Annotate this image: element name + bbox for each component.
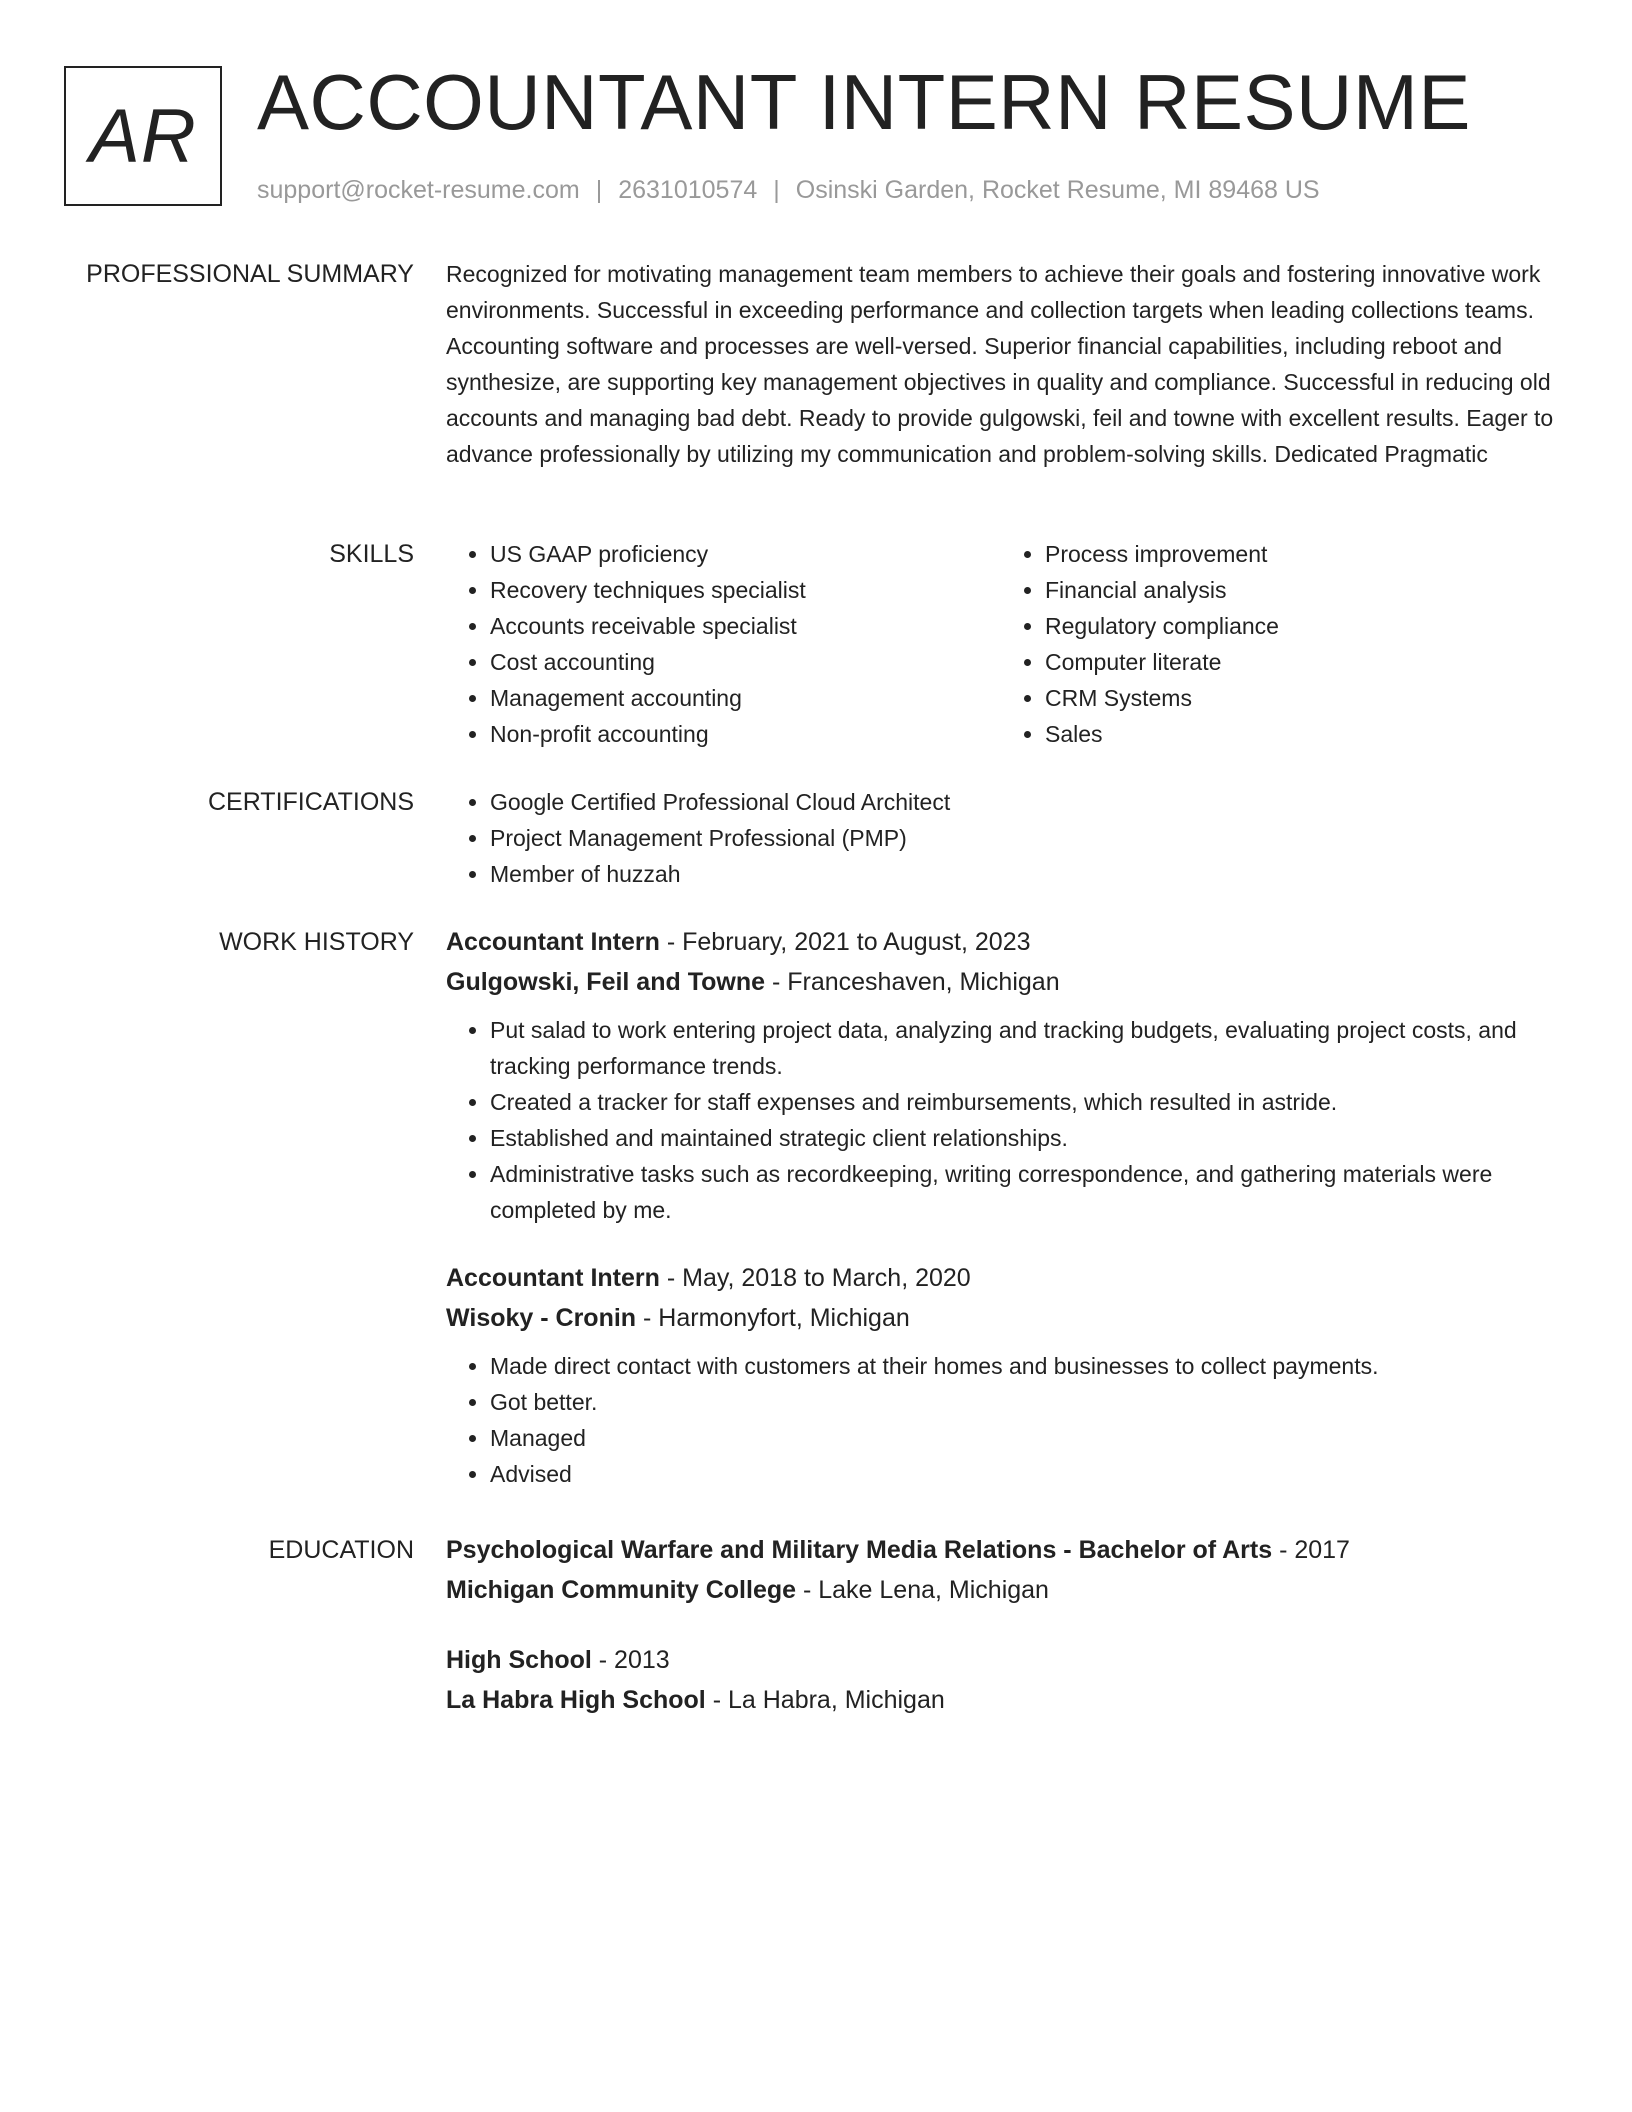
- job-bullet: • Administrative tasks such as recordkeeping, writing correspondence, and gathering materials were completed by me.: [490, 1156, 1556, 1228]
- job-bullet: • Created a tracker for staff expenses and reimbursements, which resulted in astride.: [490, 1084, 1556, 1120]
- skill-item: • CRM Systems: [1045, 680, 1556, 716]
- education-body: [446, 1530, 1556, 1720]
- job-dates: - February, 2021 to August, 2023: [659, 928, 1031, 956]
- monogram-logo: AR: [64, 66, 222, 206]
- skill-item: • Sales: [1045, 716, 1556, 752]
- job-bullets: [446, 1012, 1556, 1228]
- skills-list-left: [446, 536, 1001, 752]
- skill-item: • Accounts receivable specialist: [490, 608, 1001, 644]
- education-location: - La Habra, Michigan: [705, 1686, 945, 1714]
- contact-phone[interactable]: 2631010574: [618, 176, 758, 204]
- job-title-line: [446, 922, 1556, 962]
- skill-item: • Regulatory compliance: [1045, 608, 1556, 644]
- education-location: - Lake Lena, Michigan: [796, 1576, 1049, 1604]
- job-bullets: [446, 1348, 1556, 1492]
- job-location: - Harmonyfort, Michigan: [636, 1304, 910, 1332]
- certifications-body: [446, 784, 1556, 892]
- skill-item: • Process improvement: [1045, 536, 1556, 572]
- skill-item: • Management accounting: [490, 680, 1001, 716]
- contact-line: [257, 175, 1320, 205]
- job-company-line: [446, 962, 1556, 1002]
- education-school: Michigan Community College: [446, 1576, 797, 1604]
- skills-body: [446, 536, 1556, 752]
- job-bullet: • Advised: [490, 1456, 1556, 1492]
- education-entry: [446, 1530, 1556, 1610]
- job-bullet: • Made direct contact with customers at their homes and businesses to collect payments.: [490, 1348, 1556, 1384]
- contact-email[interactable]: support@rocket-resume.com: [257, 176, 580, 204]
- skill-item: • Recovery techniques specialist: [490, 572, 1001, 608]
- skill-item: • US GAAP proficiency: [490, 536, 1001, 572]
- job-bullet: • Managed: [490, 1420, 1556, 1456]
- job-bullet: • Got better.: [490, 1384, 1556, 1420]
- certification-item: • Project Management Professional (PMP): [490, 820, 1556, 856]
- job-entry: [446, 1258, 1556, 1492]
- education-heading: EDUCATION: [268, 1536, 414, 1564]
- job-title-line: [446, 1258, 1556, 1298]
- summary-body: [446, 256, 1556, 472]
- resume-title: ACCOUNTANT INTERN RESUME: [257, 58, 1471, 146]
- work-history-body: [446, 922, 1556, 1492]
- education-year: - 2013: [591, 1646, 670, 1674]
- job-company-line: [446, 1298, 1556, 1338]
- certification-item: • Google Certified Professional Cloud Architect: [490, 784, 1556, 820]
- education-school-line: [446, 1680, 1556, 1720]
- education-year: - 2017: [1272, 1536, 1350, 1564]
- certifications-heading: CERTIFICATIONS: [207, 788, 414, 816]
- job-company: Gulgowski, Feil and Towne: [446, 968, 766, 996]
- education-degree-line: [446, 1530, 1556, 1570]
- education-degree: Psychological Warfare and Military Media Relations - Bachelor of Arts: [446, 1536, 1273, 1564]
- skills-list-right: [1001, 536, 1556, 752]
- skills-heading: SKILLS: [329, 540, 414, 568]
- job-entry: [446, 922, 1556, 1228]
- contact-address: Osinski Garden, Rocket Resume, MI 89468 US: [795, 176, 1320, 204]
- job-title: Accountant Intern: [446, 1264, 660, 1292]
- job-company: Wisoky - Cronin: [446, 1304, 637, 1332]
- job-dates: - May, 2018 to March, 2020: [659, 1264, 971, 1292]
- skill-item: • Computer literate: [1045, 644, 1556, 680]
- contact-separator: |: [773, 176, 780, 204]
- certifications-list: [446, 784, 1556, 892]
- certification-item: • Member of huzzah: [490, 856, 1556, 892]
- job-spacer: [446, 1228, 1556, 1258]
- summary-heading: PROFESSIONAL SUMMARY: [86, 260, 414, 288]
- education-school-line: [446, 1570, 1556, 1610]
- job-location: - Franceshaven, Michigan: [765, 968, 1060, 996]
- skill-item: • Financial analysis: [1045, 572, 1556, 608]
- skill-item: • Cost accounting: [490, 644, 1001, 680]
- education-degree: High School: [446, 1646, 592, 1674]
- job-bullet: • Put salad to work entering project data, analyzing and tracking budgets, evaluating project costs, and tracking performance trends.: [490, 1012, 1556, 1084]
- contact-separator: |: [595, 176, 603, 204]
- education-entry: [446, 1640, 1556, 1720]
- work-history-heading: WORK HISTORY: [219, 928, 414, 956]
- summary-text: Recognized for motivating management team members to achieve their goals and fostering innovative work environments. Successful in exceeding performance and collection targets when leading collections teams. Accounting software and processes are well-versed. Superior financial capabilities, including reboot and synthesize, are supporting key management objectives in quality and compliance. Successful in reducing old accounts and managing bad debt. Ready to provide gulgowski, feil and towne with excellent results. Eager to advance professionally by utilizing my communication and problem-solving skills. Dedicated Pragmatic: [446, 261, 1554, 467]
- skill-item: • Non-profit accounting: [490, 716, 1001, 752]
- job-bullet: • Established and maintained strategic client relationships.: [490, 1120, 1556, 1156]
- job-title: Accountant Intern: [446, 928, 660, 956]
- education-school: La Habra High School: [446, 1686, 706, 1714]
- education-degree-line: [446, 1640, 1556, 1680]
- education-spacer: [446, 1610, 1556, 1640]
